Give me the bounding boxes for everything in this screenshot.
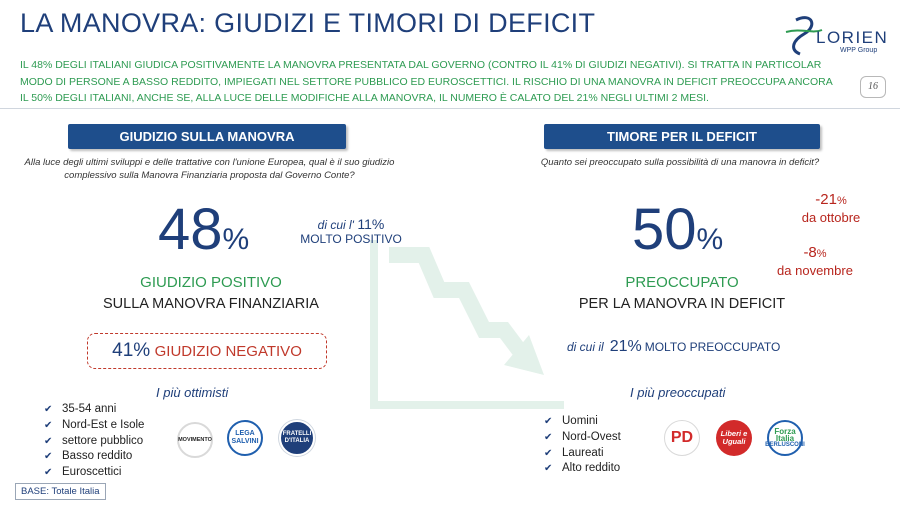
delta-ottobre xyxy=(776,191,886,225)
pd-logo-text: PD xyxy=(670,429,694,446)
fdi-logo-text: FRATELLI D'ITALIA xyxy=(282,431,312,444)
delta-novembre xyxy=(760,244,870,278)
logo-name: LORIEN xyxy=(816,28,889,47)
list-ottimisti xyxy=(42,402,144,481)
dicui-prefix: di cui il xyxy=(567,340,604,354)
pd-logo xyxy=(664,420,700,456)
negative-box xyxy=(87,333,327,369)
dicui-value: 11% xyxy=(357,216,385,232)
intro-text: IL 48% DEGLI ITALIANI GIUDICA POSITIVAMENTE LA MANOVRA PRESENTATA DAL GOVERNO (CONTRO IL 41% DI GIUDIZI NEGATIVI). SI TRATTA IN PARTICOLAR MODO DI PERSONE A BASSO REDDITO, IMPIEGATI NEL SETTORE PUBBLICO ED EUROSCETTICI. IL RISCHIO DI UNA MANOVRA IN DEFICIT PREOCCUPA ANCORA IL 50% DEGLI ITALIANI, ANCHE SE, ALLA LUCE DELLE MODIFICHE ALLA MANOVRA, IL NUMERO È CALATO DEL 21% NEGLI ULTIMI 2 MESI. xyxy=(20,59,833,104)
delta-value: -21 xyxy=(815,191,837,208)
divider xyxy=(0,108,900,109)
delta-label: da novembre xyxy=(777,263,853,278)
fi-logo-subtext: BERLUSCONI xyxy=(765,441,805,448)
big-number: 50 xyxy=(632,197,697,262)
header-timore: TIMORE PER IL DEFICIT xyxy=(544,124,820,149)
big-number: 48 xyxy=(158,197,223,262)
big-value-preoccupato xyxy=(632,196,723,263)
list-item: ✔ Basso reddito xyxy=(42,449,144,465)
subline-deficit: PER LA MANOVRA IN DEFICIT xyxy=(578,296,786,312)
list-title-ottimisti: I più ottimisti xyxy=(156,385,229,400)
m5s-logo-text: MOVIMENTO xyxy=(178,437,212,443)
list-item: ✔ settore pubblico xyxy=(42,434,144,450)
list-item: ✔ Euroscettici xyxy=(42,465,144,481)
fi-logo-text: Forza Italia xyxy=(774,426,796,443)
logo-subtitle: WPP Group xyxy=(840,47,878,54)
delta-unit: % xyxy=(816,248,827,260)
leu-logo xyxy=(716,420,752,456)
list-item: ✔ 35-54 anni xyxy=(42,402,144,418)
negative-number: 41 xyxy=(112,340,134,361)
m5s-logo xyxy=(177,422,213,458)
delta-label: da ottobre xyxy=(801,210,861,225)
dicui-label: MOLTO POSITIVO xyxy=(300,232,402,246)
lega-logo xyxy=(227,420,263,456)
subline-manovra: SULLA MANOVRA FINANZIARIA xyxy=(103,296,319,312)
green-label-preoccupato: PREOCCUPATO xyxy=(625,274,739,291)
molto-positivo-note xyxy=(296,216,406,246)
molto-preoccupato-note xyxy=(567,338,780,356)
lega-logo-subtext: SALVINI xyxy=(231,438,259,445)
dicui-label: MOLTO PREOCCUPATO xyxy=(644,340,781,354)
lega-logo-text: LEGA xyxy=(235,430,255,437)
list-preoccupati xyxy=(542,414,621,477)
base-note: BASE: Totale Italia xyxy=(15,483,106,500)
big-unit: % xyxy=(696,223,724,256)
leu-logo-text: Liberi e Uguali xyxy=(720,429,748,446)
negative-label: GIUDIZIO NEGATIVO xyxy=(154,343,302,360)
page-title: LA MANOVRA: GIUDIZI E TIMORI DI DEFICIT xyxy=(20,8,596,38)
dicui-prefix: di cui l' xyxy=(317,218,354,232)
page-number: 16 xyxy=(860,76,886,98)
header-giudizio: GIUDIZIO SULLA MANOVRA xyxy=(68,124,346,149)
fdi-logo xyxy=(279,420,315,456)
question-timore: Quanto sei preoccupato sulla possibilità di una manovra in deficit? xyxy=(540,157,820,168)
question-giudizio: Alla luce degli ultimi sviluppi e delle trattative con l'unione Europea, qual è il suo giudizio complessivo sulla Manovra Finanziaria proposta dal Governo Conte? xyxy=(24,157,395,181)
list-item: ✔ Alto reddito xyxy=(542,461,621,477)
dicui-value: 21% xyxy=(609,338,642,355)
list-item: ✔ Nord-Est e Isole xyxy=(42,418,144,434)
list-item: ✔ Uomini xyxy=(542,414,621,430)
big-unit: % xyxy=(222,223,250,256)
delta-value: -8 xyxy=(803,244,817,261)
big-value-positive xyxy=(158,196,249,263)
list-item: ✔ Nord-Ovest xyxy=(542,430,621,446)
list-item: ✔ Laureati xyxy=(542,446,621,462)
downtrend-arrow-icon xyxy=(344,235,574,415)
negative-unit: % xyxy=(133,340,151,361)
green-label-positive: GIUDIZIO POSITIVO xyxy=(140,274,282,291)
fi-logo xyxy=(767,420,803,456)
list-title-preoccupati: I più preoccupati xyxy=(630,385,726,400)
delta-unit: % xyxy=(836,195,847,207)
